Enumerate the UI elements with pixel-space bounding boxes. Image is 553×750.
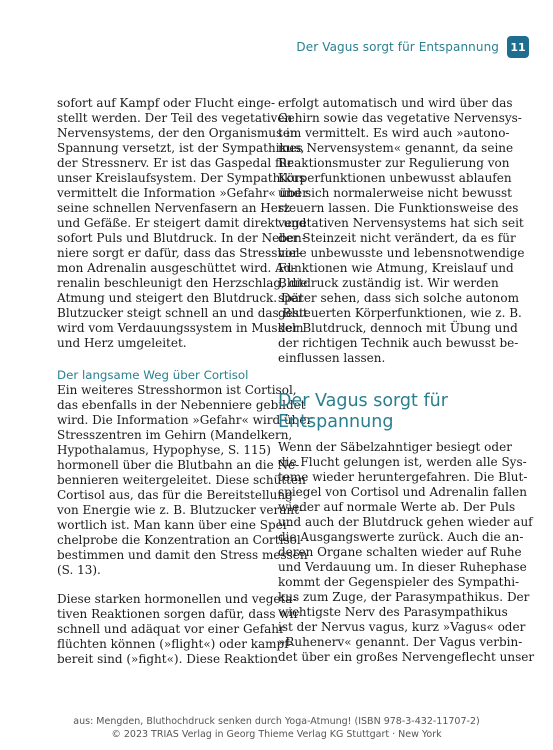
right-column	[278, 96, 535, 665]
text-line: kus zum Zuge, der Parasympathikus. Der	[278, 590, 530, 604]
subheading-cortisol: Der langsame Weg über Cortisol	[57, 368, 249, 382]
text-line: renalin beschleunigt den Herzschlag, die	[57, 276, 308, 290]
text-line: flüchten können (»flight«) oder kampf-	[57, 637, 293, 651]
text-line: Diese starken hormonellen und vegeta-	[57, 592, 297, 606]
text-line: von Energie wie z. B. Blutzucker verant-	[57, 503, 304, 517]
text-line: Wenn der Säbelzahntiger besiegt oder	[278, 440, 512, 454]
text-line: viele unbewusste und lebensnotwendige	[278, 246, 525, 260]
text-line: sofort auf Kampf oder Flucht einge-	[57, 96, 276, 110]
text-line: gesteuerten Körperfunktionen, wie z. B.	[278, 306, 522, 320]
text-line: der Steinzeit nicht verändert, da es für	[278, 231, 516, 245]
text-line: Körperfunktionen unbewusst ablaufen	[278, 171, 512, 185]
text-line: Reaktionsmuster zur Regulierung von	[278, 156, 510, 170]
text-line: »Ruhenerv« genannt. Der Vagus verbin-	[278, 635, 523, 649]
paragraph-cortisol	[57, 383, 313, 578]
text-line: und Verdauung um. In dieser Ruhephase	[278, 560, 527, 574]
left-column	[57, 96, 313, 667]
footer-copyright: © 2023 TRIAS Verlag in Georg Thieme Verlag KG Stuttgart · New York	[111, 729, 442, 740]
paragraph-vagus	[278, 440, 535, 665]
section-heading	[278, 391, 492, 433]
text-line: bereit sind (»fight«). Diese Reaktion	[57, 652, 279, 666]
text-line: unser Kreislaufsystem. Der Sympathikus	[57, 171, 306, 185]
text-line: det über ein großes Nervengeflecht unser	[278, 650, 535, 664]
text-line: teme wieder heruntergefahren. Die Blut-	[278, 470, 528, 484]
text-line: Atmung und steigert den Blutdruck. Der	[57, 291, 304, 305]
text-line: Hypothalamus, Hypophyse, S. 115)	[57, 443, 271, 457]
text-line: tiven Reaktionen sorgen dafür, dass wir	[57, 607, 300, 621]
text-line: spiegel von Cortisol und Adrenalin fallen	[278, 485, 527, 499]
text-line: bestimmen und damit den Stress messen	[57, 548, 308, 562]
section-heading-line-2: Entspannung	[278, 412, 394, 432]
paragraph-reactions	[57, 592, 300, 667]
text-line: vermittelt die Information »Gefahr« über	[57, 186, 308, 200]
text-line: deren Organe schalten wieder auf Ruhe	[278, 545, 522, 559]
text-line: Funktionen wie Atmung, Kreislauf und	[278, 261, 514, 275]
text-line: wortlich ist. Man kann über eine Spei-	[57, 518, 291, 532]
text-line: das ebenfalls in der Nebenniere gebildet	[57, 398, 306, 412]
text-line: steuern lassen. Die Funktionsweise des	[278, 201, 519, 215]
text-line: wird vom Verdauungssystem in Muskeln	[57, 321, 304, 335]
text-line: die Ausgangswerte zurück. Auch die an-	[278, 530, 524, 544]
text-line: niere sorgt er dafür, dass das Stresshor-	[57, 246, 303, 260]
text-line: Spannung versetzt, ist der Sympathikus,	[57, 141, 305, 155]
text-line: der richtigen Technik auch bewusst be-	[278, 336, 519, 350]
text-line: wieder auf normale Werte ab. Der Puls	[278, 500, 516, 514]
text-line: tem vermittelt. Es wird auch »autono-	[278, 126, 510, 140]
text-line: chelprobe die Konzentration an Cortisol	[57, 533, 301, 547]
text-line: mon Adrenalin ausgeschüttet wird. Ad-	[57, 261, 296, 275]
copyright-footer	[0, 715, 553, 741]
text-line: erfolgt automatisch und wird über das	[278, 96, 513, 110]
text-line: und auch der Blutdruck gehen wieder auf	[278, 515, 533, 529]
text-line: Ein weiteres Stresshormon ist Cortisol,	[57, 383, 297, 397]
paragraph-autonomic	[278, 96, 525, 366]
text-line: Blutdruck zuständig ist. Wir werden	[278, 276, 499, 290]
text-line: wird. Die Information »Gefahr« wird über	[57, 413, 313, 427]
text-line: einflussen lassen.	[278, 351, 386, 365]
text-line: mes Nervensystem« genannt, da seine	[278, 141, 514, 155]
text-line: stellt werden. Der Teil des vegetativen	[57, 111, 293, 125]
running-header	[296, 36, 529, 58]
text-line: Blutzucker steigt schnell an und das Blut	[57, 306, 308, 320]
text-line: wichtigste Nerv des Parasympathikus	[278, 605, 508, 619]
text-line: die Flucht gelungen ist, werden alle Sys-	[278, 455, 527, 469]
section-heading-line-1: Der Vagus sorgt für	[278, 391, 448, 411]
text-line: und sich normalerweise nicht bewusst	[278, 186, 512, 200]
text-line: der Blutdruck, dennoch mit Übung und	[278, 321, 518, 335]
text-line: schnell und adäquat vor einer Gefahr	[57, 622, 285, 636]
text-line: seine schnellen Nervenfasern an Herz	[57, 201, 290, 215]
text-line: bennieren weitergeleitet. Diese schütten	[57, 473, 306, 487]
text-line: Nervensystems, der den Organismus in	[57, 126, 298, 140]
text-line: hormonell über die Blutbahn an die Ne-	[57, 458, 300, 472]
running-title: Der Vagus sorgt für Entspannung	[296, 40, 499, 54]
text-line: Cortisol aus, das für die Bereitstellung	[57, 488, 293, 502]
text-line: und Herz umgeleitet.	[57, 336, 187, 350]
paragraph-fight-or-flight	[57, 96, 308, 351]
footer-source: aus: Mengden, Bluthochdruck senken durch Yoga-Atmung! (ISBN 978-3-432-11707-2)	[73, 716, 480, 727]
text-line: kommt der Gegenspieler des Sympathi-	[278, 575, 520, 589]
text-line: vegetativen Nervensystems hat sich seit	[278, 216, 524, 230]
text-line: der Stressnerv. Er ist das Gaspedal für	[57, 156, 293, 170]
text-line: (S. 13).	[57, 563, 101, 577]
text-line: sofort Puls und Blutdruck. In der Neben-	[57, 231, 306, 245]
page-number-badge: 11	[507, 36, 529, 58]
text-line: ist der Nervus vagus, kurz »Vagus« oder	[278, 620, 526, 634]
text-line: und Gefäße. Er steigert damit direkt und	[57, 216, 307, 230]
text-line: Gehirn sowie das vegetative Nervensys-	[278, 111, 522, 125]
text-line: Stresszentren im Gehirn (Mandelkern,	[57, 428, 293, 442]
text-line: später sehen, dass sich solche autonom	[278, 291, 519, 305]
